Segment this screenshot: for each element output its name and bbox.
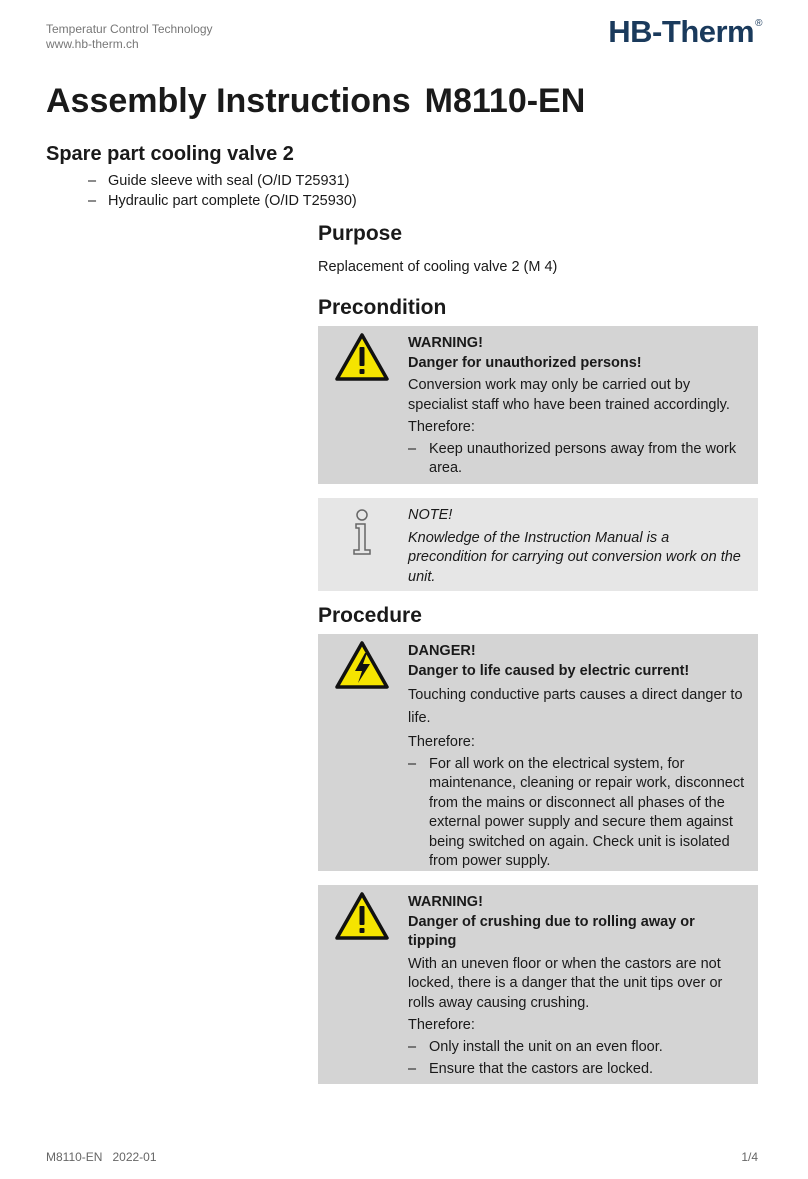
note-box — [318, 498, 758, 591]
note-text: Knowledge of the Instruction Manual is a precondition for carrying out conversion work on the unit. — [408, 529, 741, 585]
warning-label: WARNING! — [408, 894, 483, 910]
danger-box-electric — [318, 634, 758, 871]
warning-text: Conversion work may only be carried out by specialist staff who have been trained accordingly. — [408, 377, 730, 413]
bullet-dash: – — [408, 1061, 417, 1077]
measure-item: – For all work on the electrical system, for maintenance, cleaning or repair work, disconnect from the mains or disconnect all phases of the external power supply and secure them against being switched on again. Check unit is isolated from power supply. — [408, 755, 745, 869]
purpose-heading: Purpose — [318, 222, 403, 245]
warning-text: With an uneven floor or when the castors are not locked, there is a danger that the unit tips over or rolls away causing crushing. — [408, 955, 723, 1011]
warning-triangle-icon — [334, 332, 390, 382]
electric-hazard-icon — [334, 640, 390, 690]
document-title — [46, 82, 585, 121]
company-info — [46, 22, 213, 52]
company-website: www.hb-therm.ch — [46, 37, 139, 51]
warning-box-unauthorized — [318, 326, 758, 484]
spare-part-item: – Guide sleeve with seal (O/ID T25931) — [88, 173, 350, 189]
document-title-main: Assembly Instructions — [46, 82, 411, 120]
measure-item: – Keep unauthorized persons away from the work area. — [408, 440, 737, 476]
spare-part-item: – Hydraulic part complete (O/ID T25930) — [88, 193, 357, 209]
warning-title: Danger of crushing due to rolling away or tipping — [408, 913, 695, 949]
footer-date: 2022-01 — [112, 1150, 157, 1164]
therefore-label: Therefore: — [408, 1017, 475, 1033]
danger-title: Danger to life caused by electric current! — [408, 662, 690, 679]
bullet-dash: – — [88, 173, 97, 189]
warning-box-crushing — [318, 885, 758, 1084]
page-number: 1/4 — [741, 1150, 758, 1164]
warning-title: Danger for unauthorized persons! — [408, 354, 642, 371]
warning-triangle-icon — [334, 891, 390, 941]
note-label: NOTE! — [408, 507, 453, 523]
measure-item: – Ensure that the castors are locked. — [408, 1060, 746, 1080]
bullet-dash: – — [88, 193, 97, 209]
danger-text: Touching conductive parts causes a direct danger to life. — [408, 687, 743, 726]
measure-item: – Only install the unit on an even floor. — [408, 1038, 746, 1058]
spare-part-list — [88, 171, 357, 211]
spare-part-title: Spare part cooling valve 2 — [46, 143, 294, 165]
therefore-label: Therefore: — [408, 734, 475, 750]
hb-therm-logo — [608, 14, 762, 50]
precondition-heading: Precondition — [318, 296, 447, 319]
bullet-dash: – — [408, 440, 417, 457]
warning-measures — [408, 1038, 746, 1080]
company-name: Temperatur Control Technology — [46, 22, 213, 36]
procedure-heading: Procedure — [318, 604, 422, 627]
purpose-text: Replacement of cooling valve 2 (M 4) — [318, 259, 558, 275]
registered-mark: ® — [755, 18, 762, 29]
logo-text: HB-Therm — [608, 14, 755, 49]
footer-doc-info — [46, 1150, 157, 1164]
danger-label: DANGER! — [408, 643, 476, 659]
danger-measures — [408, 755, 746, 872]
document-code: M8110-EN — [424, 82, 586, 120]
warning-measures — [408, 440, 746, 479]
bullet-dash: – — [408, 755, 417, 772]
footer-doc-code: M8110-EN — [46, 1150, 103, 1164]
therefore-label: Therefore: — [408, 419, 475, 435]
bullet-dash: – — [408, 1038, 417, 1055]
info-icon — [334, 508, 390, 558]
warning-label: WARNING! — [408, 335, 483, 351]
